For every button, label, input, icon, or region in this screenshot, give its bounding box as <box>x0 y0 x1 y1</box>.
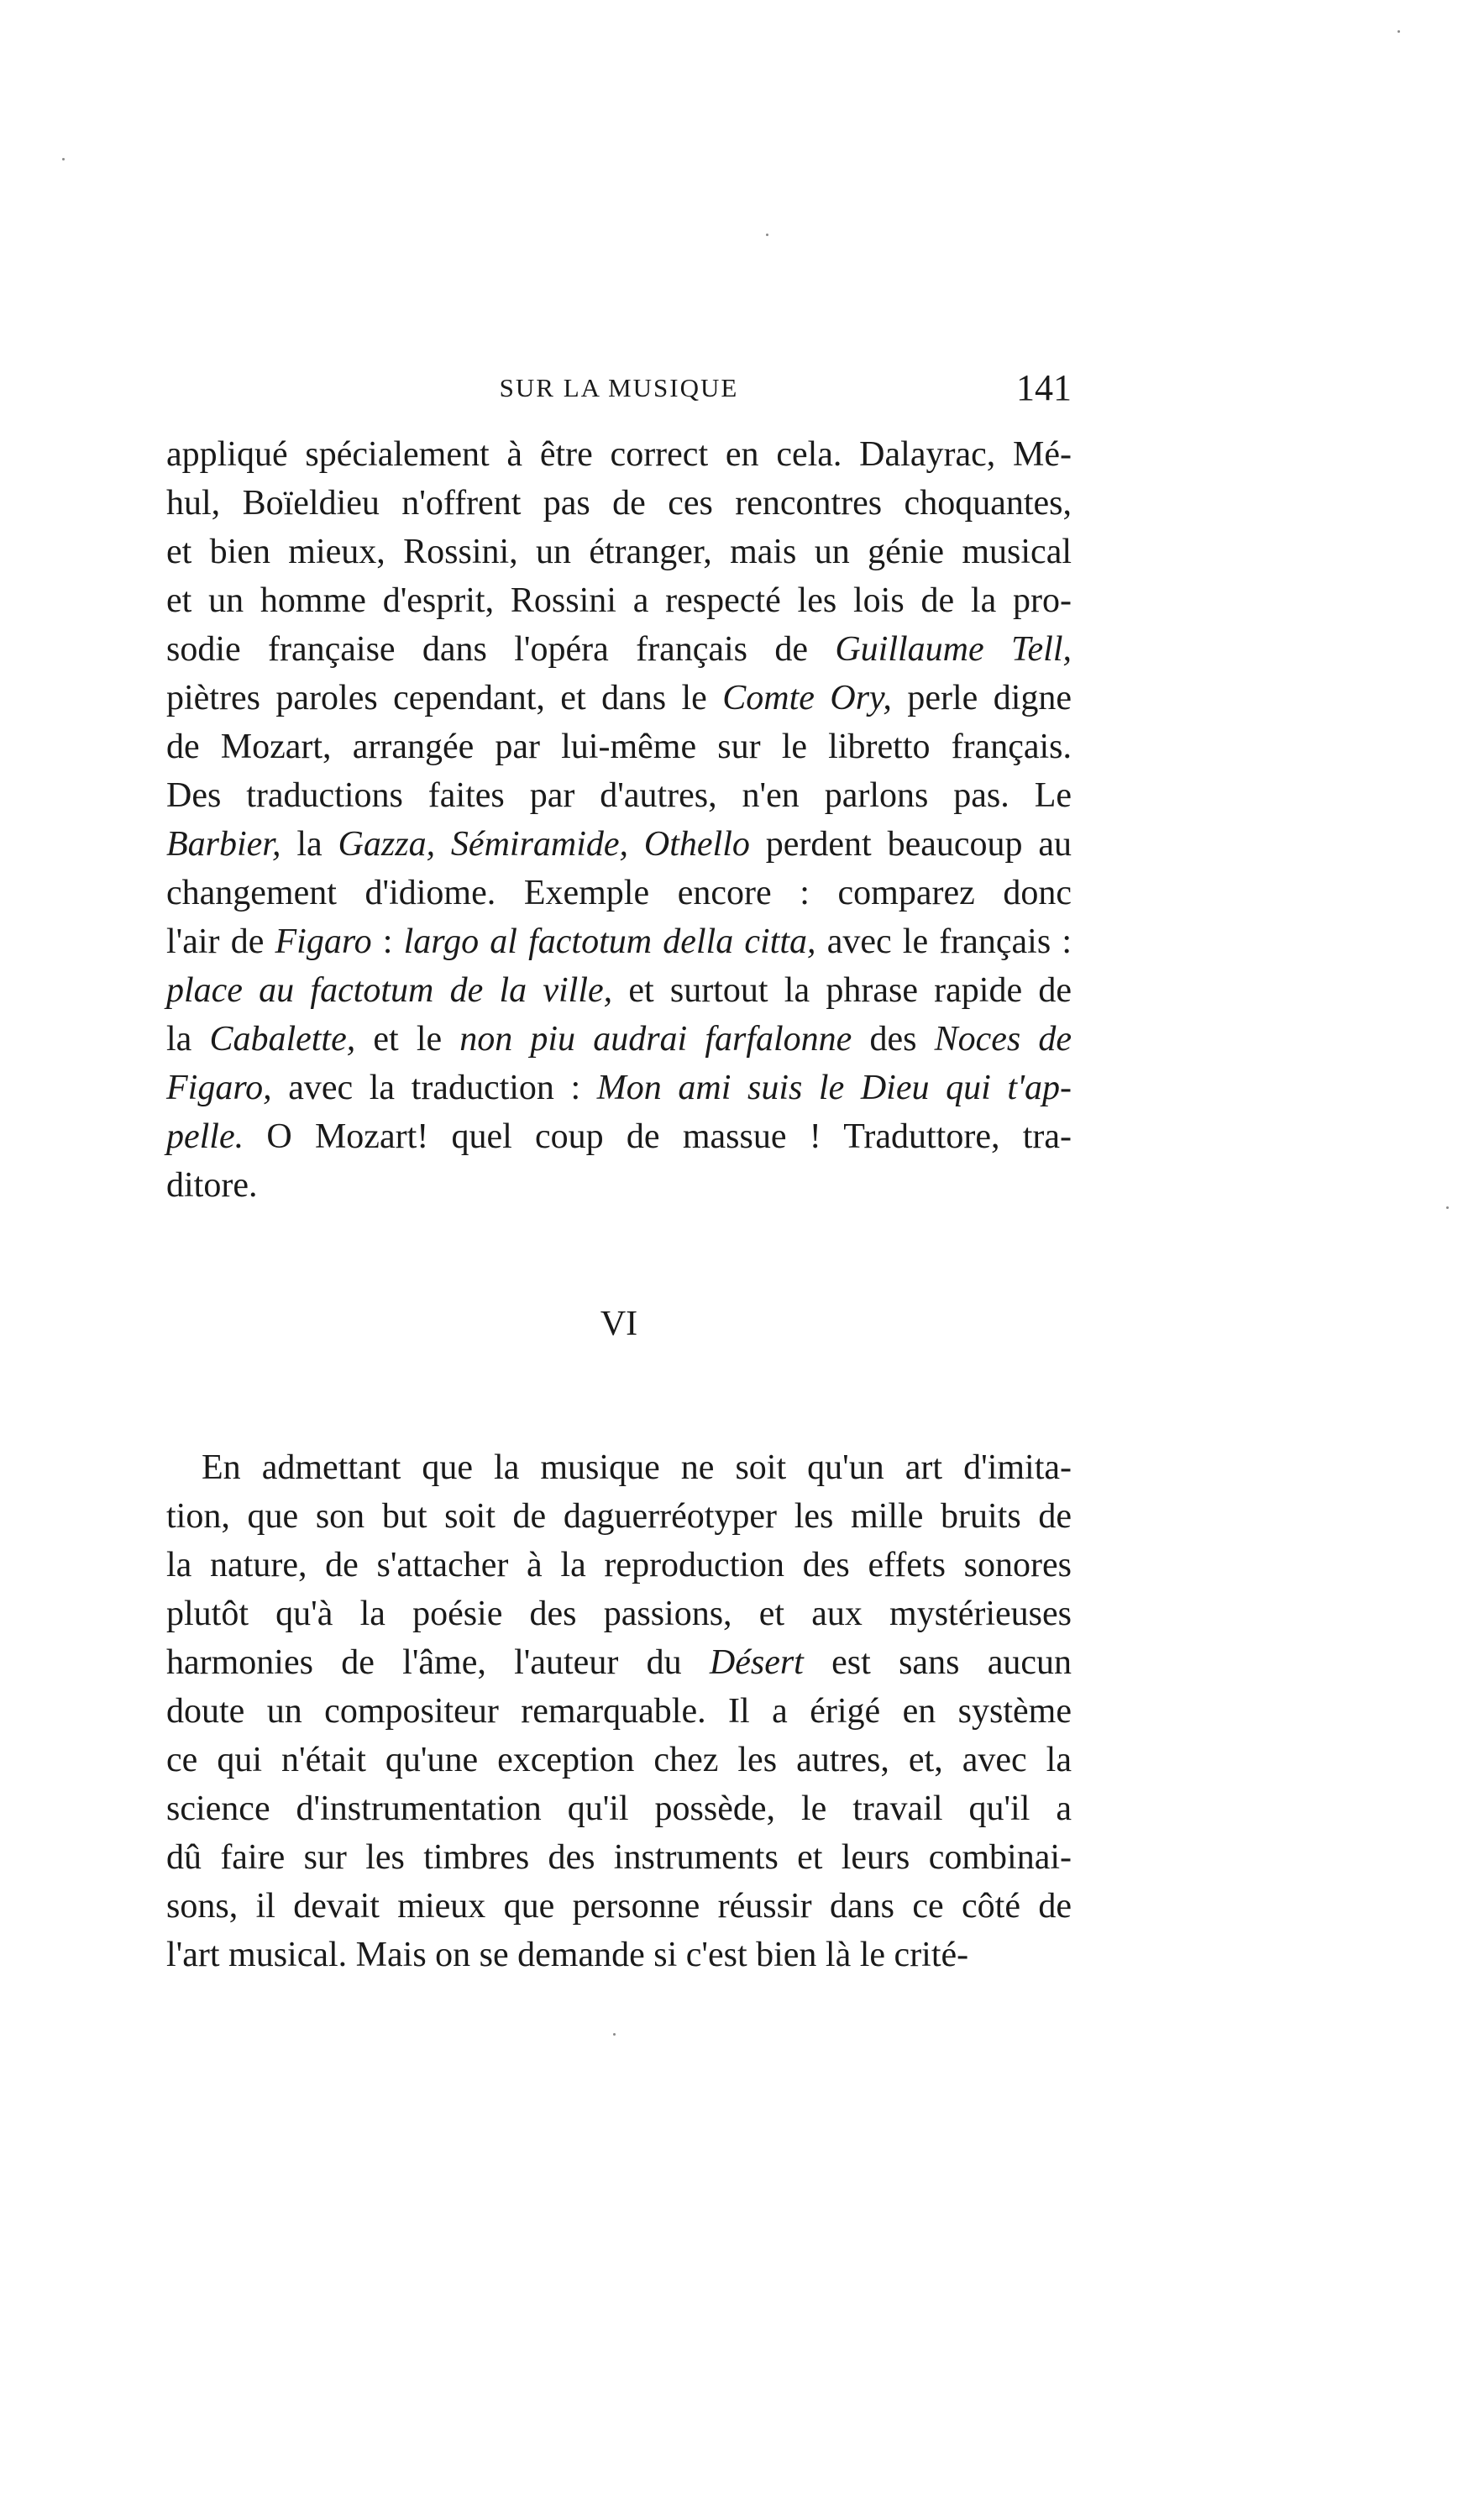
section-heading: VI <box>600 1305 638 1343</box>
italic-run: place au factotum de la ville, <box>166 971 613 1010</box>
text-run: perdent beaucoup au <box>749 825 1072 864</box>
italic-run: Gazza, Sémiramide, Othello <box>338 825 750 864</box>
italic-run: Guillaume Tell, <box>835 630 1072 669</box>
text-line: En admettant que la musique ne soit qu'un art d'imita- <box>202 1448 1072 1487</box>
paper-speck <box>1397 30 1400 33</box>
paper-speck <box>613 2033 616 2036</box>
paragraph-one <box>166 430 1072 1210</box>
text-run: perle digne <box>891 679 1072 717</box>
text-line: sons, il devait mieux que personne réussir dans ce côté de <box>166 1887 1072 1926</box>
italic-run: Désert <box>709 1643 804 1682</box>
text-run: la <box>281 825 338 864</box>
paper-speck <box>1446 1206 1449 1209</box>
italic-run: non piu audrai farfalonne <box>459 1020 852 1059</box>
text-line: la nature, de s'attacher à la reproduction des effets sonores <box>166 1546 1072 1584</box>
text-line: tion, que son but soit de daguerréotyper les mille bruits de <box>166 1497 1072 1536</box>
text-run: O Mozart! quel coup de massue ! Traduttore, tra- <box>244 1117 1072 1156</box>
italic-run: Barbier, <box>166 825 281 864</box>
text-line: l'art musical. Mais on se demande si c'est bien là le crité- <box>166 1936 969 1974</box>
text-run: harmonies de l'âme, l'auteur du <box>166 1643 710 1682</box>
text-line: Des traductions faites par d'autres, n'en parlons pas. Le <box>166 776 1072 815</box>
text-line: dû faire sur les timbres des instruments et leurs combinai- <box>166 1838 1072 1877</box>
text-line <box>166 820 1072 869</box>
italic-run: Comte Ory, <box>722 679 892 717</box>
text-line: appliqué spécialement à être correct en cela. Dalayrac, Mé- <box>166 435 1072 474</box>
text-run: avec le français : <box>815 922 1072 961</box>
text-run: et le <box>355 1020 460 1059</box>
text-line <box>166 674 1072 723</box>
paragraph-two <box>166 1443 1072 1979</box>
text-run: piètres paroles cependant, et dans le <box>166 679 723 717</box>
running-title: SUR LA MUSIQUE <box>499 373 739 402</box>
paper-speck <box>62 158 65 160</box>
italic-run: Figaro, <box>166 1069 272 1107</box>
text-line: de Mozart, arrangée par lui-même sur le libretto français. <box>166 728 1072 766</box>
text-line <box>166 1015 1072 1064</box>
text-line: plutôt qu'à la poésie des passions, et aux mystérieuses <box>166 1595 1072 1633</box>
italic-run: largo al factotum della citta, <box>403 922 816 961</box>
italic-run: Noces de <box>934 1020 1072 1059</box>
running-head <box>166 363 1072 413</box>
text-line <box>166 625 1072 674</box>
text-line: science d'instrumentation qu'il possède, le travail qu'il a <box>166 1789 1072 1828</box>
text-line <box>166 1064 1072 1112</box>
text-run: des <box>852 1020 935 1059</box>
text-run: l'air de <box>166 922 275 961</box>
text-line: et bien mieux, Rossini, un étranger, mais un génie musical <box>166 533 1072 571</box>
text-line <box>166 1638 1072 1687</box>
text-run: : <box>371 922 404 961</box>
italic-run: Figaro <box>275 922 372 961</box>
text-line: ditore. <box>166 1166 258 1205</box>
text-run: avec la traduction : <box>271 1069 597 1107</box>
text-run: sodie française dans l'opéra français de <box>166 630 836 669</box>
paper-speck <box>766 234 768 236</box>
text-line: hul, Boïeldieu n'offrent pas de ces rencontres choquantes, <box>166 484 1072 523</box>
text-line <box>166 966 1072 1015</box>
text-run: et surtout la phrase rapide de <box>612 971 1072 1010</box>
text-line: et un homme d'esprit, Rossini a respecté les lois de la pro- <box>166 581 1072 620</box>
text-line <box>166 917 1072 966</box>
text-line: ce qui n'était qu'une exception chez les autres, et, avec la <box>166 1741 1072 1779</box>
italic-run: Cabalette, <box>209 1020 356 1059</box>
italic-run: pelle. <box>166 1117 244 1156</box>
text-run: est sans aucun <box>803 1643 1072 1682</box>
italic-run: Mon ami suis le Dieu qui t'ap- <box>596 1069 1072 1107</box>
text-line: doute un compositeur remarquable. Il a érigé en système <box>166 1692 1072 1731</box>
text-line <box>166 1112 1072 1161</box>
text-run: la <box>166 1020 210 1059</box>
page-number: 141 <box>1016 367 1072 408</box>
text-line: changement d'idiome. Exemple encore : comparez donc <box>166 874 1072 912</box>
